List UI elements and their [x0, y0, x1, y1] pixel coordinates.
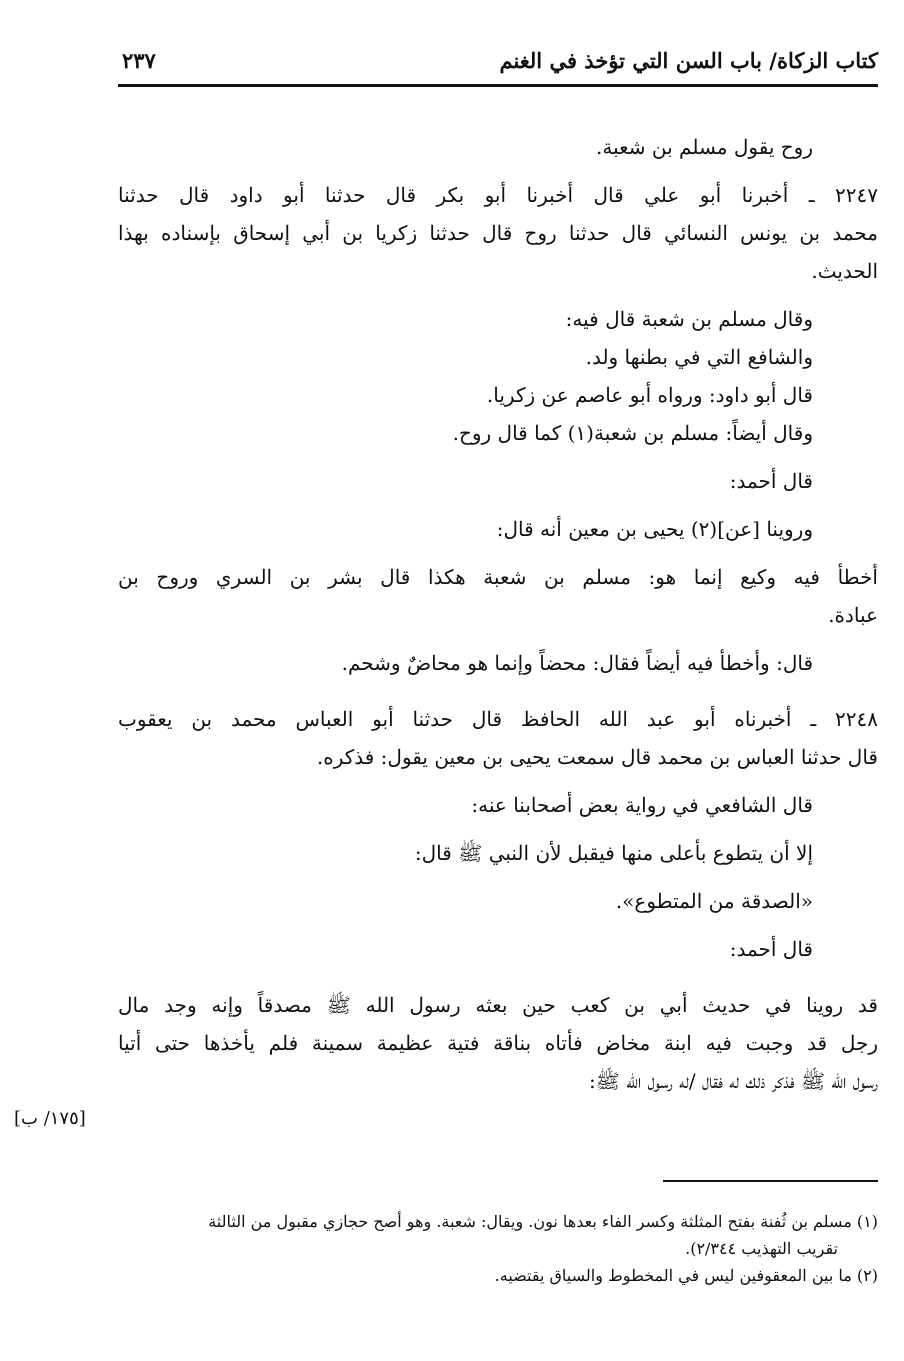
text-line: الحديث. [811, 259, 878, 283]
text-line: «الصدقة من المتطوع». [615, 889, 813, 913]
footnote-rule [663, 1180, 878, 1182]
text-line: قد روينا في حديث أبي بن كعب حين بعثه رسول الله ﷺ مصدقاً وإنه وجد مال [118, 993, 878, 1017]
footnotes [118, 1208, 878, 1289]
header-rule [118, 84, 878, 87]
text-line: والشافع التي في بطنها ولد. [585, 345, 813, 369]
footnote-2: (٢) ما بين المعقوفين ليس في المخطوط والسياق يقتضيه. [494, 1266, 878, 1285]
running-header [118, 48, 878, 88]
hadith-2248-line: ٢٢٤٨ ـ أخبرناه أبو عبد الله الحافظ قال حدثنا أبو العباس محمد بن يعقوب [118, 707, 878, 731]
text-line: قال أحمد: [729, 469, 813, 493]
text-line: وقال أيضاً: مسلم بن شعبة(١) كما قال روح. [452, 421, 813, 445]
text-line: عبادة. [828, 603, 878, 627]
text-line: أخطأ فيه وكيع إنما هو: مسلم بن شعبة هكذا قال بشر بن السري وروح بن [118, 565, 878, 589]
page-number: ٢٣٧ [122, 48, 156, 73]
hadith-2247-line: ٢٢٤٧ ـ أخبرنا أبو علي قال أخبرنا أبو بكر قال حدثنا أبو داود قال حدثنا [118, 183, 878, 207]
text-line: إلا أن يتطوع بأعلى منها فيقبل لأن النبي ﷺ قال: [414, 841, 813, 865]
text-line: وروينا [عن](٢) يحيى بن معين أنه قال: [496, 517, 813, 541]
text-line: قال: وأخطأ فيه أيضاً فقال: محضاً وإنما هو محاضٌ وشحم. [341, 651, 813, 675]
text-line: قال أبو داود: ورواه أبو عاصم عن زكريا. [486, 383, 813, 407]
text-line: قال حدثنا العباس بن محمد قال سمعت يحيى بن معين يقول: فذكره. [316, 745, 878, 769]
text-line: وقال مسلم بن شعبة قال فيه: [565, 307, 813, 331]
text-line: رجل قد وجبت فيه ابنة مخاض فأتاه بناقة فتية عظيمة سمينة فلم يأخذها حتى أتيا [118, 1031, 878, 1055]
manuscript-folio-marker: [١٧٥/ ب] [14, 1108, 86, 1129]
footnote-1: (١) مسلم بن ثُفنة بفتح المثلثة وكسر الفاء بعدها نون. ويقال: شعبة. وهو أصح حجازي مقبول من الثالثة [208, 1212, 878, 1231]
footnote-1-continued: تقريب التهذيب ٢/٣٤٤). [685, 1239, 838, 1258]
text-line: قال الشافعي في رواية بعض أصحابنا عنه: [471, 793, 813, 817]
main-text [118, 128, 878, 1100]
text-line: قال أحمد: [729, 937, 813, 961]
text-line: روح يقول مسلم بن شعبة. [595, 135, 813, 159]
text-line: محمد بن يونس النسائي قال حدثنا روح قال حدثنا زكريا بن أبي إسحاق بإسناده بهذا [118, 221, 878, 245]
text-line: رسول الله ﷺ فذكر ذلك له فقال /له رسول الله ﷺ: [588, 1069, 878, 1093]
header-title: كتاب الزكاة/ باب السن التي تؤخذ في الغنم [499, 48, 878, 73]
